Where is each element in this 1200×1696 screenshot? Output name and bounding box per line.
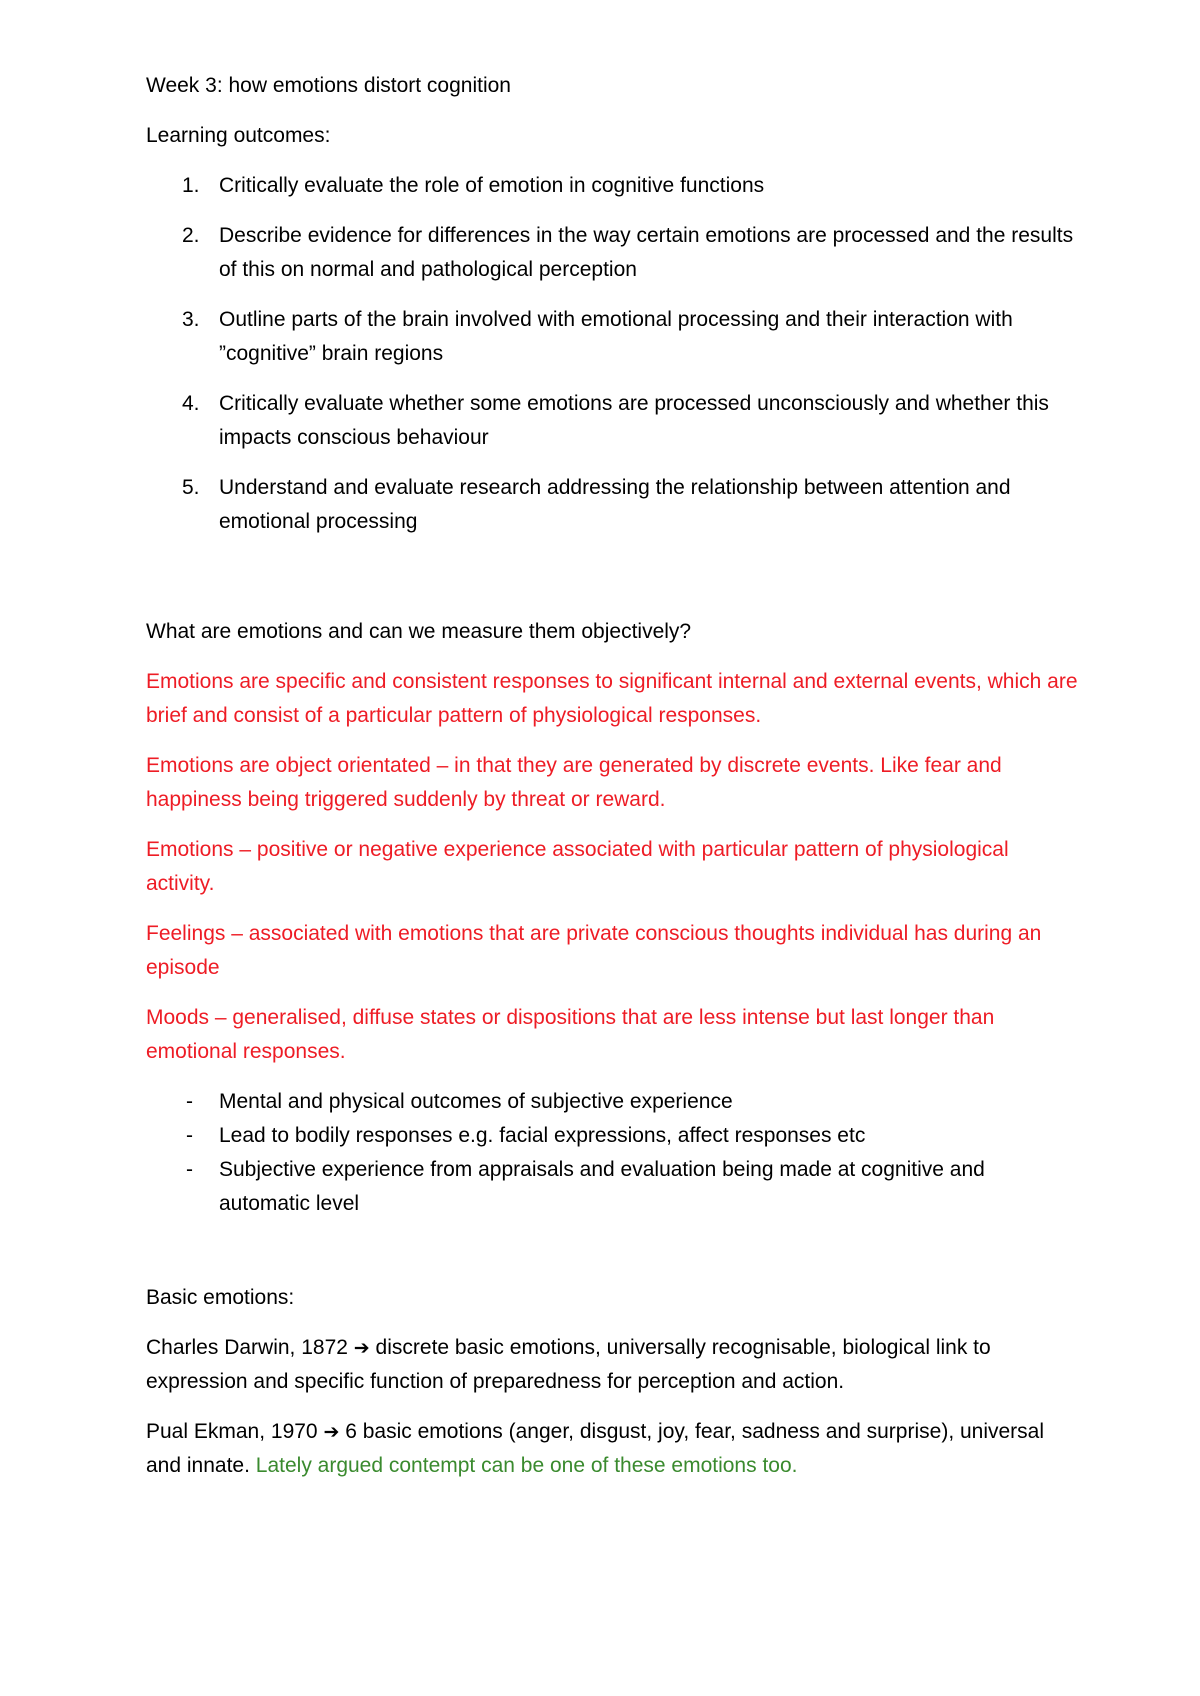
list-item [0, 1119, 1080, 1153]
ekman-lead: Pual Ekman, 1970 [146, 1420, 318, 1443]
list-item-text: Critically evaluate whether some emotions are processed unconsciously and whether this impacts conscious behaviour [219, 392, 1049, 449]
list-number: 5. [182, 476, 200, 499]
ekman-paragraph [146, 1415, 1080, 1483]
right-arrow-icon: ➔ [323, 1421, 340, 1443]
list-item [0, 1085, 1080, 1119]
document-title: Week 3: how emotions distort cognition [146, 74, 511, 97]
list-item-text: Understand and evaluate research addressing the relationship between attention and emotional processing [219, 476, 1011, 533]
dash-bullet: - [186, 1158, 193, 1181]
red-paragraph: Moods – generalised, diffuse states or dispositions that are less intense but last longer than emotional responses. [146, 1006, 995, 1063]
darwin-paragraph [146, 1331, 1080, 1399]
list-item-text: Mental and physical outcomes of subjective experience [219, 1090, 733, 1113]
dash-list [146, 1085, 1080, 1221]
red-paragraph: Emotions are object orientated – in that they are generated by discrete events. Like fear and happiness being triggered suddenly by threat or reward. [146, 754, 1002, 811]
list-item [0, 1153, 1080, 1221]
ekman-text: 6 basic emotions (anger, disgust, joy, fear, sadness and surprise), universal and innate. [146, 1420, 1045, 1477]
list-item-text: Subjective experience from appraisals and evaluation being made at cognitive and automatic level [219, 1158, 985, 1215]
darwin-text: discrete basic emotions, universally recognisable, biological link to expression and specific function of preparedness for perception and action. [146, 1336, 991, 1393]
question-heading: What are emotions and can we measure them objectively? [146, 620, 692, 643]
list-number: 3. [182, 308, 200, 331]
dash-bullet: - [186, 1124, 193, 1147]
learning-outcomes-heading: Learning outcomes: [146, 124, 331, 147]
red-paragraph: Feelings – associated with emotions that are private conscious thoughts individual has during an episode [146, 922, 1042, 979]
list-item-text: Describe evidence for differences in the way certain emotions are processed and the results of this on normal and pathological perception [219, 224, 1074, 281]
ekman-green-note: Lately argued contempt can be one of these emotions too. [255, 1454, 798, 1477]
list-item-text: Outline parts of the brain involved with emotional processing and their interaction with ”cognitive” brain regions [219, 308, 1013, 365]
list-item [0, 219, 1080, 287]
list-number: 2. [182, 224, 200, 247]
red-paragraph: Emotions – positive or negative experience associated with particular pattern of physiological activity. [146, 838, 1009, 895]
red-paragraph: Emotions are specific and consistent responses to significant internal and external events, which are brief and consist of a particular pattern of physiological responses. [146, 670, 1078, 727]
list-number: 4. [182, 392, 200, 415]
dash-bullet: - [186, 1090, 193, 1113]
list-item [0, 471, 1080, 539]
spacer [146, 555, 1080, 615]
list-item-text: Critically evaluate the role of emotion in cognitive functions [219, 174, 765, 197]
list-item [0, 387, 1080, 455]
right-arrow-icon: ➔ [353, 1337, 370, 1359]
learning-outcomes-list [146, 169, 1080, 539]
basic-emotions-heading: Basic emotions: [146, 1286, 295, 1309]
darwin-lead: Charles Darwin, 1872 [146, 1336, 348, 1359]
list-item-text: Lead to bodily responses e.g. facial expressions, affect responses etc [219, 1124, 866, 1147]
list-number: 1. [182, 174, 200, 197]
spacer [146, 1221, 1080, 1281]
list-item [0, 303, 1080, 371]
list-item [0, 169, 1080, 203]
